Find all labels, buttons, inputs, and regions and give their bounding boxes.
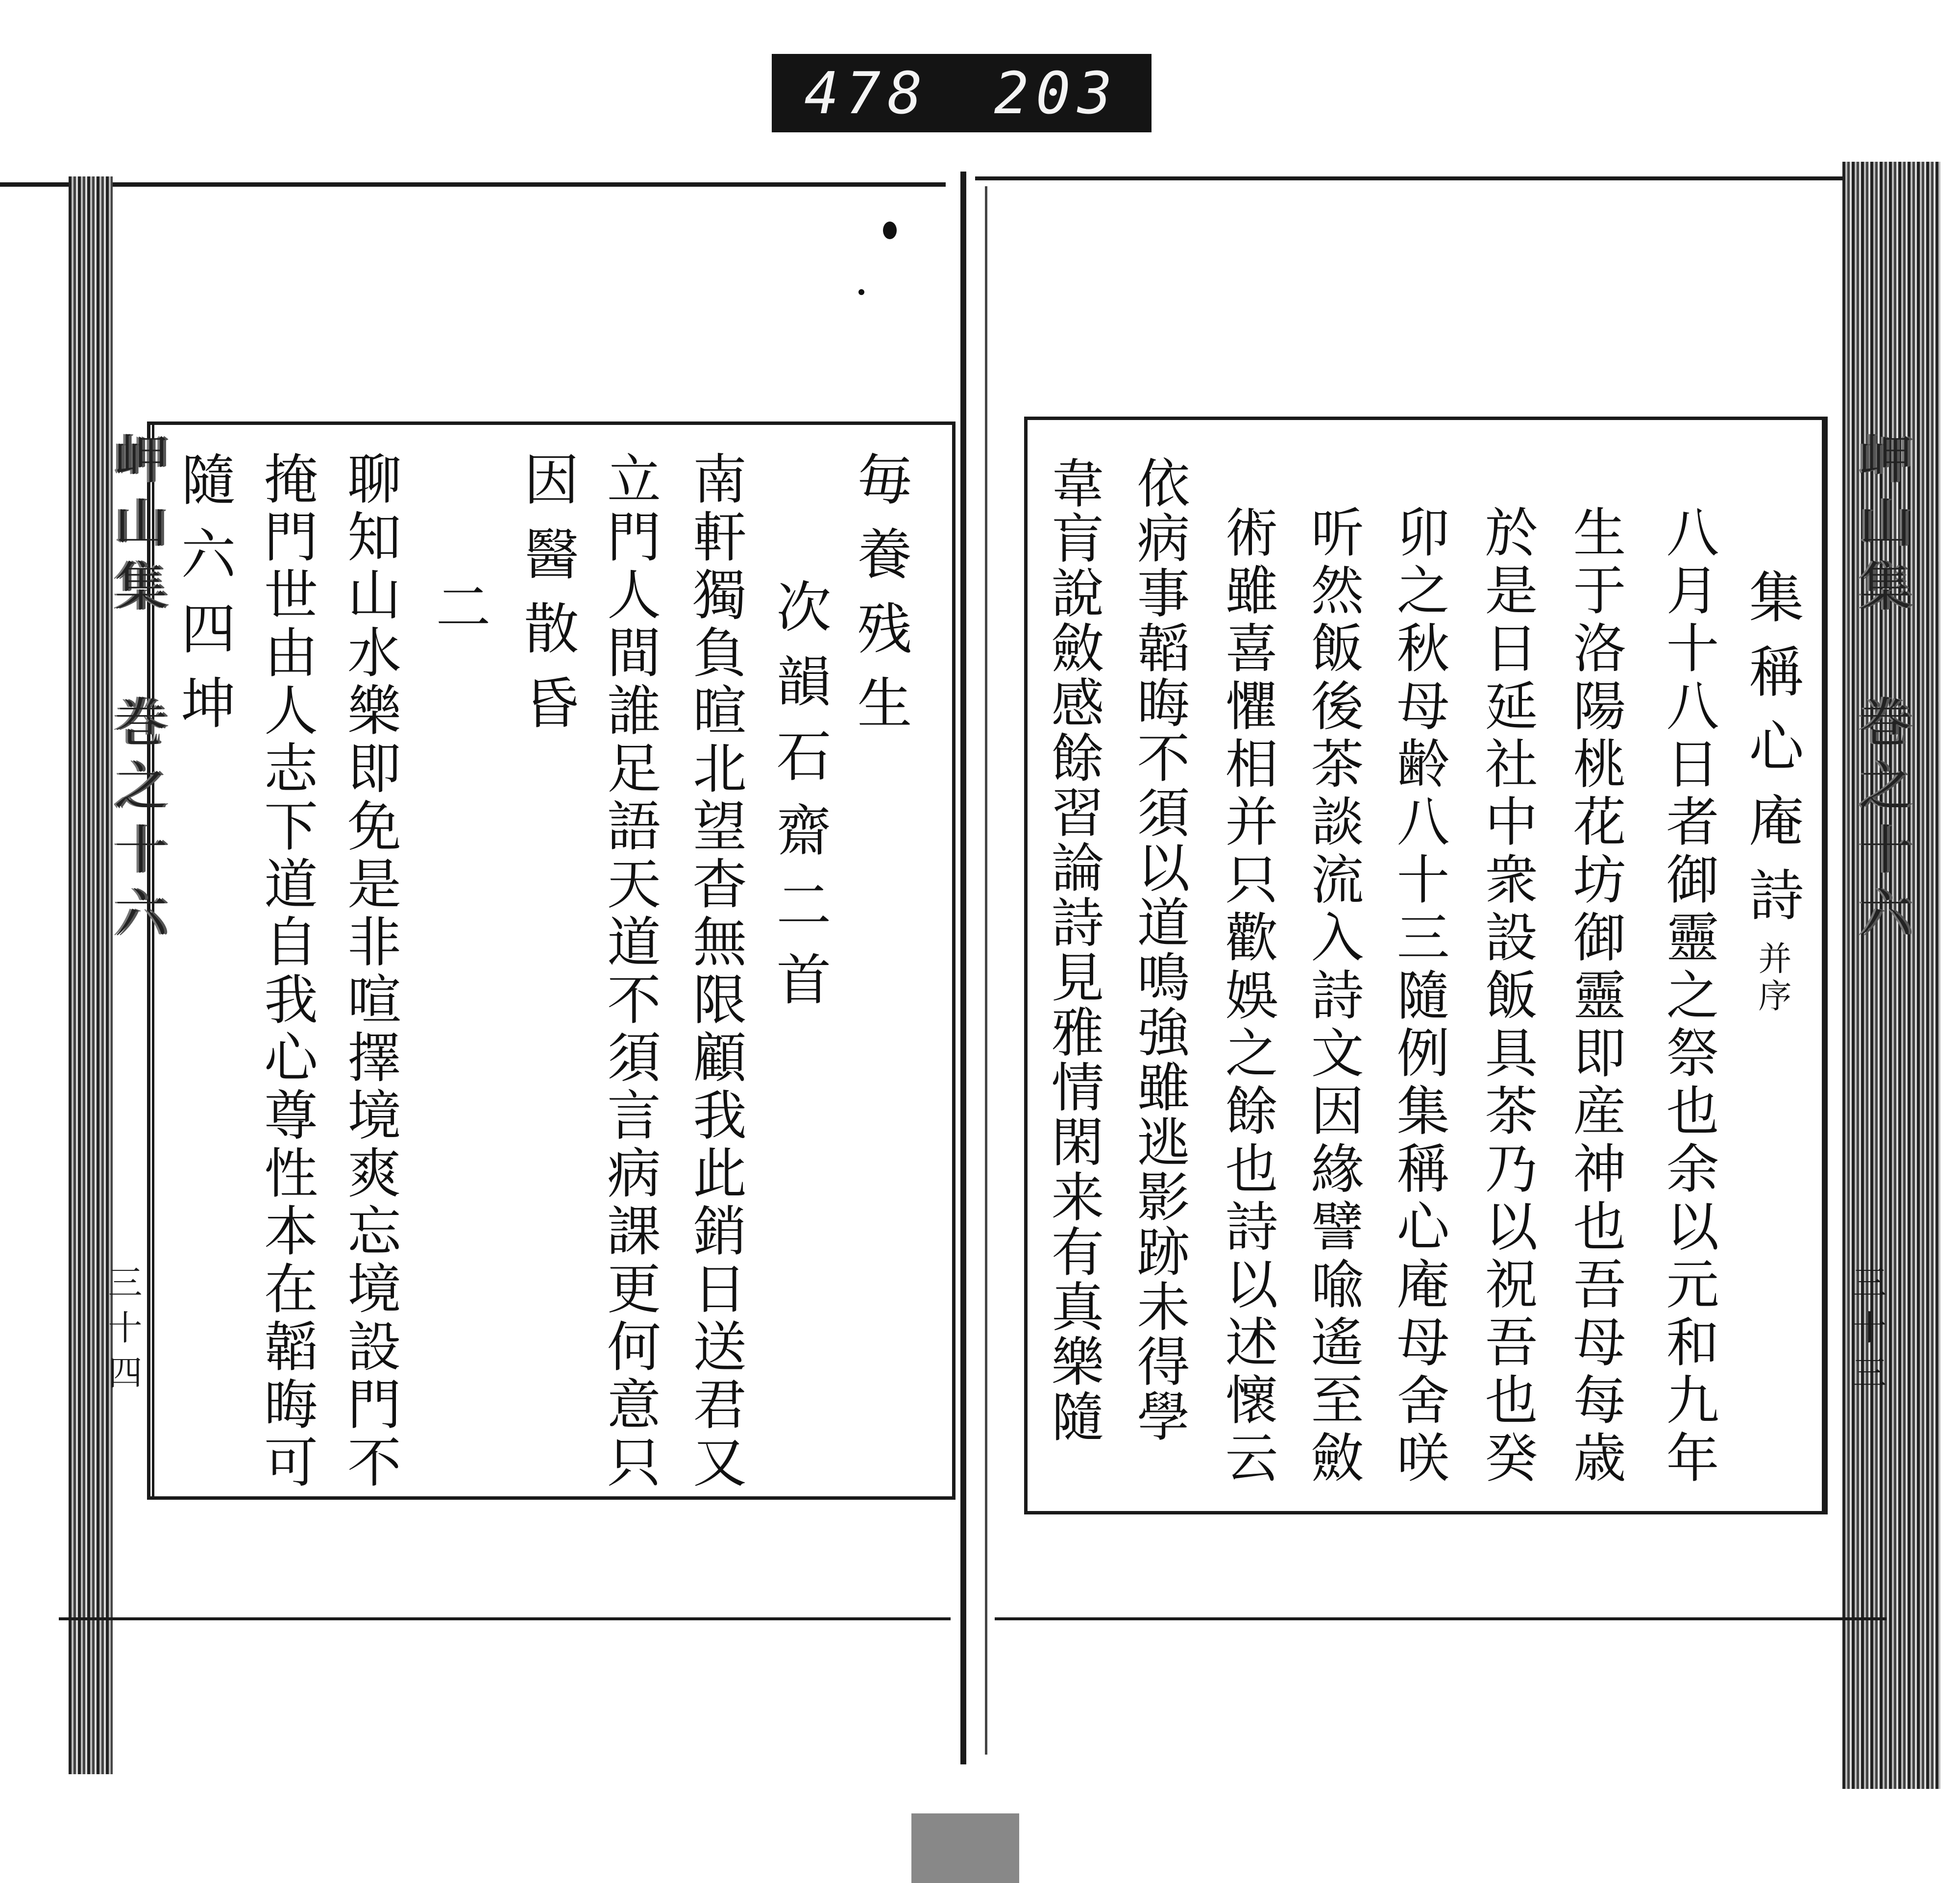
- right-page-margin-rule: [1822, 417, 1824, 1514]
- book-top-edge-right: [975, 176, 1911, 180]
- left-column-5: 因醫散昏: [515, 451, 579, 749]
- book-spine: [960, 172, 966, 1764]
- left-column-3: 南軒獨負暄北望杳無限顧我此銷日送君又: [684, 451, 747, 1492]
- bottom-edge-left: [59, 1617, 951, 1620]
- left-column-6: 二: [427, 578, 490, 653]
- ink-speck: [883, 222, 897, 239]
- right-column-5: 听然飯後茶談流入詩文因緣譬喩遙至斂: [1302, 505, 1363, 1488]
- right-column-3: 於是日延社中衆設飯具茶乃以祝吾也癸: [1476, 505, 1537, 1488]
- left-folio: 三十四: [102, 1264, 143, 1400]
- right-heading-title: 集稱心庵詩: [1740, 569, 1804, 941]
- right-column-6: 術雖喜懼相并只歡娛之餘也詩以述懷云: [1216, 505, 1277, 1488]
- right-column-2: 生于洛陽桃花坊御靈即産神也吾母每歳: [1564, 505, 1625, 1488]
- right-column-4: 卯之秋母齢八十三隨例集稱心庵母舍咲: [1388, 505, 1449, 1488]
- left-column-1: 毎養残生: [848, 451, 912, 749]
- left-column-4: 立門人間誰足語天道不須言病課更何意只: [598, 451, 661, 1492]
- bottom-edge-right: [995, 1617, 1886, 1620]
- scan-label: [772, 54, 1152, 132]
- spine-shadow: [985, 186, 987, 1755]
- left-column-2: 次韻石齋二首: [767, 578, 831, 1025]
- left-column-8: 掩門世由人志下道自我心尊性本在韜晦可: [255, 451, 318, 1492]
- book-top-edge-left: [0, 182, 946, 187]
- right-folio: 三十三: [1847, 1264, 1887, 1400]
- left-margin-title: 岬山集 巻之十六: [105, 431, 167, 949]
- ink-speck: [858, 289, 864, 295]
- scan-number-b: 203: [994, 59, 1119, 127]
- right-column-8: 韋肓說斂感餘習論詩見雅情閑来有真樂隨: [1042, 456, 1103, 1444]
- left-column-9: 隨六四坤: [172, 451, 236, 749]
- bottom-tab: [911, 1813, 1019, 1883]
- scan-number-a: 478: [804, 59, 930, 127]
- right-column-7: 依病事韜晦不須以道鳴強雖逃影跡未得學: [1128, 456, 1189, 1444]
- right-margin-title: 岬山集 巻之十六: [1850, 431, 1911, 949]
- right-heading-note: 并序: [1753, 941, 1791, 1016]
- right-column-1: 八月十八日者御靈之祭也余以元和九年: [1657, 505, 1718, 1488]
- left-page-stack: [69, 176, 113, 1774]
- right-page-stack: [1842, 162, 1940, 1789]
- right-heading: [1740, 569, 1804, 1016]
- left-column-7: 聊知山水樂即免是非喧擇境爽忘境設門不: [339, 451, 401, 1492]
